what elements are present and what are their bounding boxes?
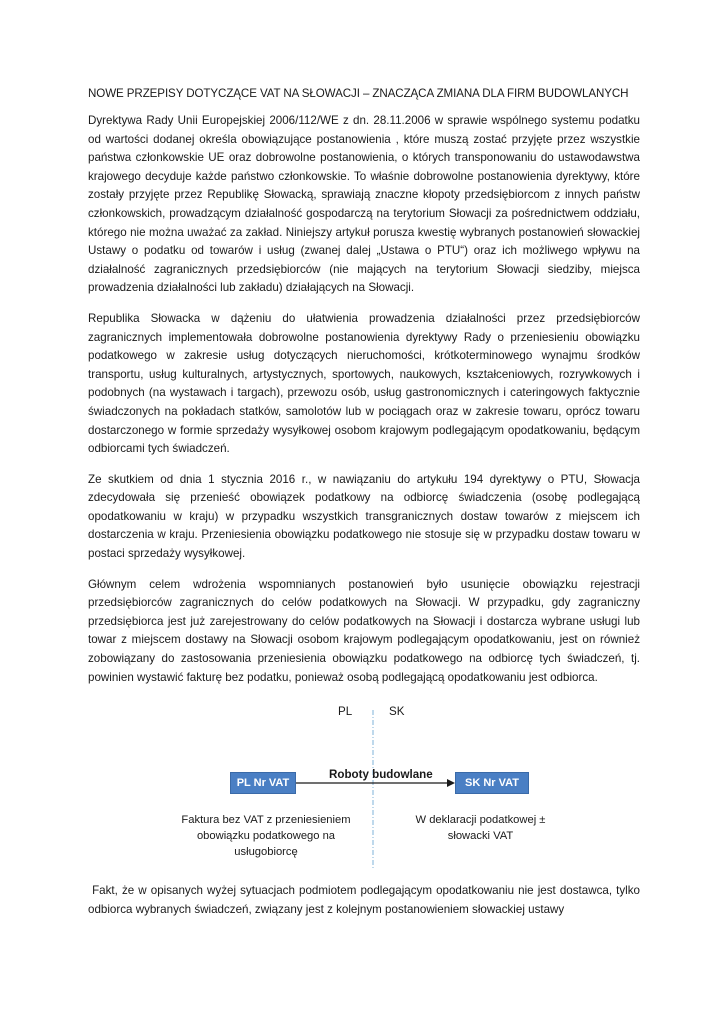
document-body — [88, 86, 640, 699]
note-left: Faktura bez VAT z przeniesieniem obowiązku podatkowego na usługobiorcę — [181, 814, 351, 858]
sk-vat-box: SK Nr VAT — [455, 772, 529, 794]
arrow-head — [447, 779, 455, 787]
country-label-pl: PL — [338, 705, 353, 718]
note-right: W deklaracji podatkowej ± słowacki VAT — [415, 814, 546, 842]
document-title: NOWE PRZEPISY DOTYCZĄCE VAT NA SŁOWACJI – ZNACZĄCA ZMIANA DLA FIRM BUDOWLANYCH — [88, 87, 629, 100]
paragraph-5: Fakt, że w opisanych wyżej sytuacjach podmiotem podlegającym opodatkowaniu nie jest dostawca, tylko odbiorca wybranych świadczeń, związany jest z kolejnym postanowieniem słowackiej ustawy — [88, 884, 644, 916]
pl-vat-box: PL Nr VAT — [230, 772, 296, 794]
arrow-label: Roboty budowlane — [329, 768, 433, 781]
paragraph-1: Dyrektywa Rady Unii Europejskiej 2006/112/WE z dn. 28.11.2006 w sprawie wspólnego systemu podatku od wartości dodanej określa obowiązujące postanowienia , które muszą zostać przyjęte przez wszystkie państwa członkowskie UE oraz dobrowolne postanowienia, o których transponowaniu do ustawodawstwa krajowego decyduje każde państwo członkowskie. To właśnie dobrowolne postanowienia dyrektywy, które zostały przyjęte przez Republikę Słowacką, sprawiają znaczne kłopoty przedsiębiorcom z innych państw członkowskich, prowadzącym działalność gospodarczą na terytorium Słowacji za pośrednictwem oddziału, którego nie można uważać za zakład. Niniejszy artykuł porusza kwestię wybranych postanowień słowackiej Ustawy o podatku od towarów i usług (zwanej dalej „Ustawa o PTU“) oraz ich możliwego wpływu na działalność zagranicznych przedsiębiorców (nie mających na terytorium Słowacji siedziby, miejsca prowadzenia działalności lub zakładu) działających na Słowacji. — [88, 114, 640, 295]
paragraph-3: Ze skutkiem od dnia 1 stycznia 2016 r., w nawiązaniu do artykułu 194 dyrektywy o PTU, Słowacja zdecydowała się przenieść obowiązek podatkowy na odbiorcę świadczenia (osobę podlegającą opodatkowaniu w kraju) w przypadku wszystkich transgranicznych dostaw towarów z miejscem ich dostarczenia w kraju. Przeniesienia obowiązku podatkowego nie stosuje się w przypadku dostaw towaru w postaci sprzedaży wysyłkowej. — [88, 472, 640, 561]
closing-section — [88, 882, 644, 931]
paragraph-4: Głównym celem wdrożenia wspomnianych postanowień było usunięcie obowiązku rejestracji przedsiębiorców zagranicznych do celów podatkowych na Słowacji. W przypadku, gdy zagraniczny przedsiębiorca jest już zarejestrowany do celów podatkowych na Słowacji i dostarcza wybrane usługi lub towar z miejscem dostawy na Słowacji osobom krajowym podlegającym opodatkowaniu, jest on również zobowiązany do zastosowania przeniesienia obowiązku podatkowego na odbiorcę tych świadczeń, tj. powinien wystawić fakturę bez podatku, ponieważ osobą podlegającą opodatkowaniu jest odbiorca. — [88, 577, 640, 684]
paragraph-2: Republika Słowacka w dążeniu do ułatwienia prowadzenia działalności przez przedsiębiorców zagranicznych implementowała dobrowolne postanowienia dyrektywy Rady o przeniesieniu obowiązku podatkowego w zakresie usług dotyczących nieruchomości, krótkoterminowego wynajmu środków transportu, usług kulturalnych, artystycznych, sportowych, naukowych, kształceniowych, rozrywkowych i podobnych (na wystawach i targach), przewozu osób, usług gastronomicznych i cateringowych faktycznie świadczonych na pokładach statków, samolotów lub w pociągach oraz w zakresie towaru, oprócz towaru dostarczonego w formie sprzedaży wysyłkowej osobom krajowym podlegającym opodatkowaniu, będącym odbiorcami tych świadczeń. — [88, 311, 640, 456]
country-label-sk: SK — [389, 705, 405, 718]
